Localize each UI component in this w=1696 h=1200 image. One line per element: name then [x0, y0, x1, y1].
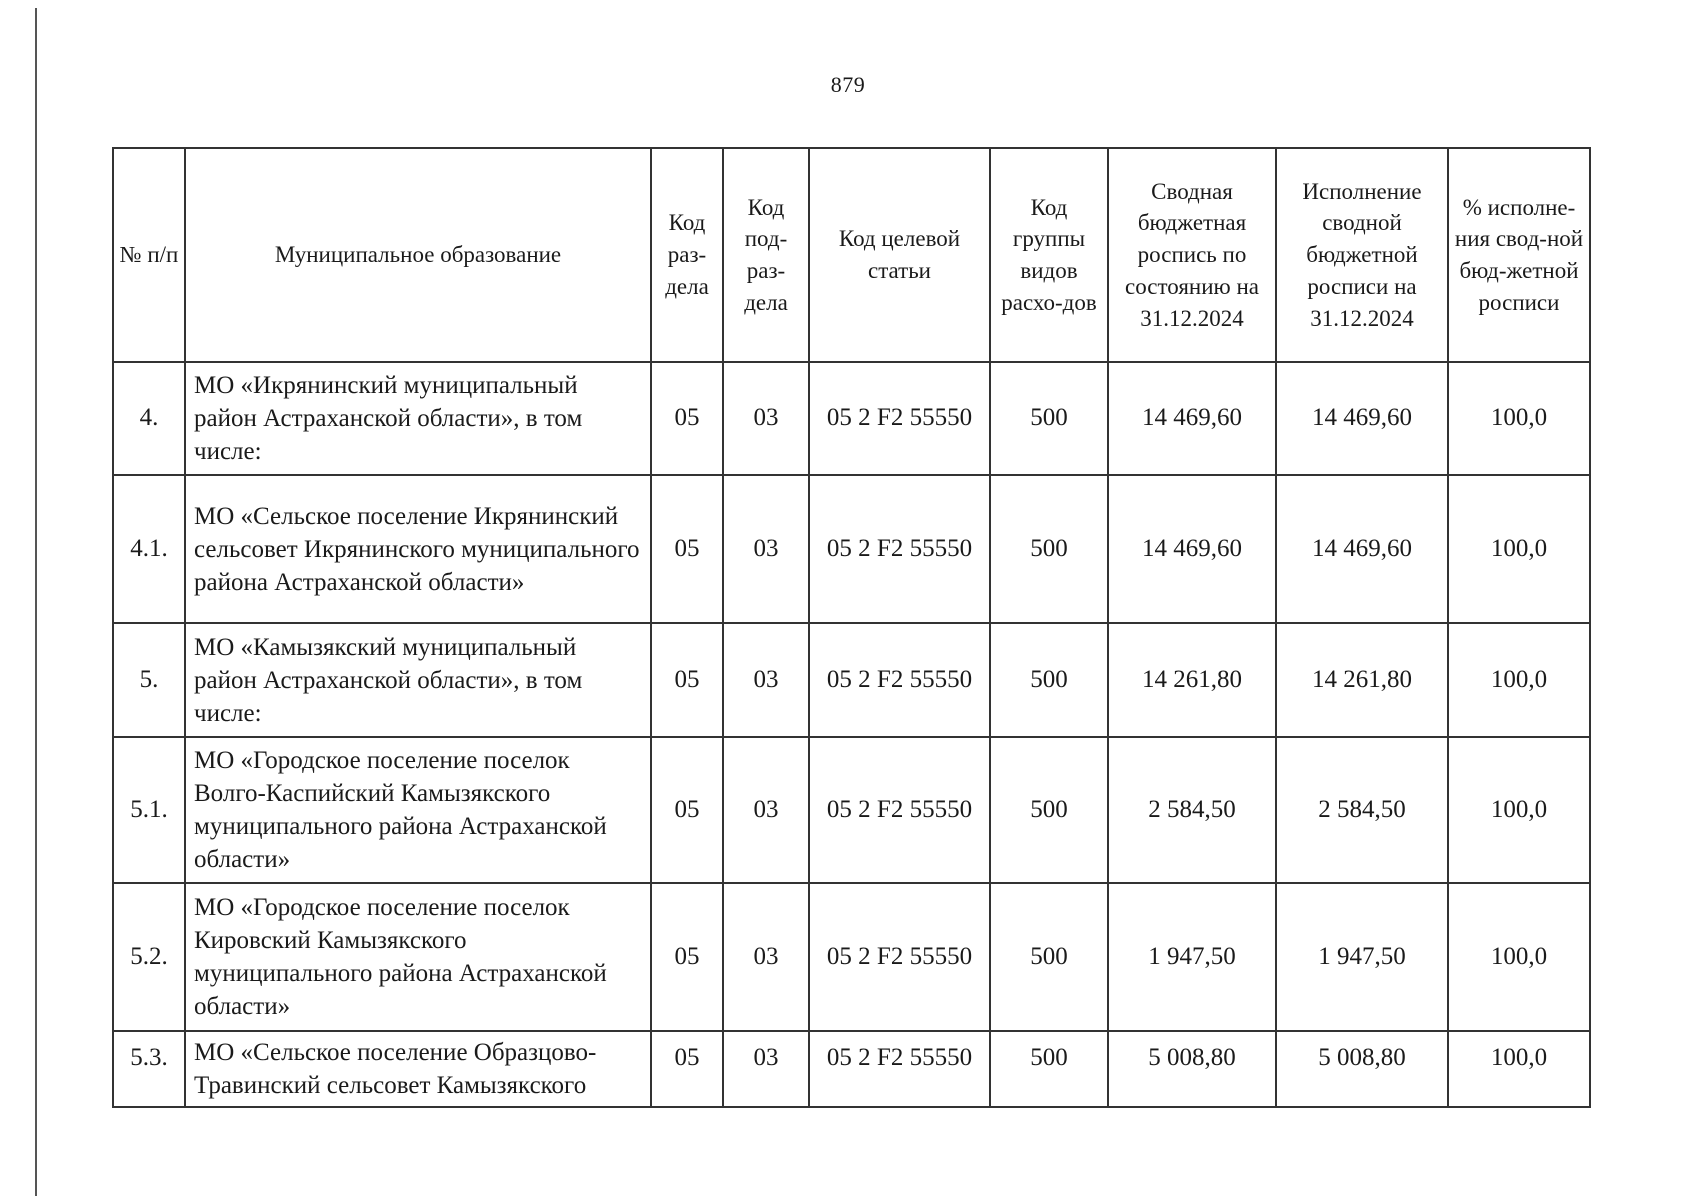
- cell-execution-percent: 100,0: [1448, 1031, 1590, 1107]
- cell-num: 5.3.: [113, 1031, 185, 1107]
- cell-municipality: МО «Городское поселение поселок Волго-Каспийский Камызякского муниципального района Астраханской области»: [185, 737, 651, 883]
- cell-budget-schedule: 2 584,50: [1108, 737, 1276, 883]
- cell-municipality: МО «Городское поселение поселок Кировский Камызякского муниципального района Астраханской области»: [185, 883, 651, 1031]
- cell-budget-schedule: 5 008,80: [1108, 1031, 1276, 1107]
- cell-budget-execution: 5 008,80: [1276, 1031, 1448, 1107]
- table-row: [113, 1031, 1590, 1107]
- cell-target-article-code: 05 2 F2 55550: [809, 1031, 990, 1107]
- cell-municipality: МО «Камызякский муниципальный район Астраханской области», в том числе:: [185, 623, 651, 737]
- cell-budget-execution: 14 261,80: [1276, 623, 1448, 737]
- cell-target-article-code: 05 2 F2 55550: [809, 737, 990, 883]
- cell-execution-percent: 100,0: [1448, 362, 1590, 475]
- cell-section-code: 05: [651, 623, 723, 737]
- page-number: 879: [830, 72, 866, 97]
- cell-num: 4.1.: [113, 475, 185, 623]
- cell-target-article-code: 05 2 F2 55550: [809, 883, 990, 1031]
- cell-section-code: 05: [651, 883, 723, 1031]
- header-target-article-code: Код целевой статьи: [809, 148, 990, 362]
- cell-target-article-code: 05 2 F2 55550: [809, 475, 990, 623]
- cell-num: 5.2.: [113, 883, 185, 1031]
- cell-target-article-code: 05 2 F2 55550: [809, 362, 990, 475]
- budget-execution-table: [112, 147, 1591, 1108]
- cell-budget-schedule: 14 469,60: [1108, 362, 1276, 475]
- cell-expense-group-code: 500: [990, 623, 1108, 737]
- cell-subsection-code: 03: [723, 475, 809, 623]
- cell-num: 5.1.: [113, 737, 185, 883]
- page-binding-line: [35, 8, 37, 1196]
- cell-municipality: МО «Икрянинский муниципальный район Астраханской области», в том числе:: [185, 362, 651, 475]
- cell-section-code: 05: [651, 362, 723, 475]
- cell-expense-group-code: 500: [990, 362, 1108, 475]
- cell-target-article-code: 05 2 F2 55550: [809, 623, 990, 737]
- header-municipality: Муниципальное образование: [185, 148, 651, 362]
- cell-subsection-code: 03: [723, 623, 809, 737]
- cell-budget-schedule: 14 261,80: [1108, 623, 1276, 737]
- header-subsection-code: Код под-раз-дела: [723, 148, 809, 362]
- cell-budget-schedule: 1 947,50: [1108, 883, 1276, 1031]
- header-num: № п/п: [113, 148, 185, 362]
- table-row: [113, 883, 1590, 1031]
- cell-expense-group-code: 500: [990, 883, 1108, 1031]
- cell-expense-group-code: 500: [990, 475, 1108, 623]
- table-row: [113, 623, 1590, 737]
- cell-budget-execution: 14 469,60: [1276, 475, 1448, 623]
- header-budget-schedule: Сводная бюджетная роспись по состоянию на 31.12.2024: [1108, 148, 1276, 362]
- table-row: [113, 362, 1590, 475]
- cell-execution-percent: 100,0: [1448, 475, 1590, 623]
- cell-execution-percent: 100,0: [1448, 623, 1590, 737]
- cell-expense-group-code: 500: [990, 737, 1108, 883]
- cell-budget-execution: 1 947,50: [1276, 883, 1448, 1031]
- header-expense-group-code: Код группы видов расхо-дов: [990, 148, 1108, 362]
- cell-municipality: МО «Сельское поселение Образцово-Травинский сельсовет Камызякского: [185, 1031, 651, 1107]
- header-section-code: Код раз-дела: [651, 148, 723, 362]
- table-header-row: [113, 148, 1590, 362]
- cell-budget-execution: 2 584,50: [1276, 737, 1448, 883]
- cell-section-code: 05: [651, 475, 723, 623]
- cell-section-code: 05: [651, 1031, 723, 1107]
- header-budget-execution: Исполнение сводной бюджетной росписи на 31.12.2024: [1276, 148, 1448, 362]
- cell-budget-schedule: 14 469,60: [1108, 475, 1276, 623]
- cell-subsection-code: 03: [723, 1031, 809, 1107]
- cell-subsection-code: 03: [723, 362, 809, 475]
- header-execution-percent: % исполне-ния свод-ной бюд-жетной росписи: [1448, 148, 1590, 362]
- cell-expense-group-code: 500: [990, 1031, 1108, 1107]
- cell-execution-percent: 100,0: [1448, 737, 1590, 883]
- table-row: [113, 475, 1590, 623]
- cell-subsection-code: 03: [723, 883, 809, 1031]
- cell-num: 5.: [113, 623, 185, 737]
- cell-budget-execution: 14 469,60: [1276, 362, 1448, 475]
- cell-subsection-code: 03: [723, 737, 809, 883]
- cell-num: 4.: [113, 362, 185, 475]
- table-row: [113, 737, 1590, 883]
- cell-execution-percent: 100,0: [1448, 883, 1590, 1031]
- cell-section-code: 05: [651, 737, 723, 883]
- cell-municipality: МО «Сельское поселение Икрянинский сельсовет Икрянинского муниципального района Астраханской области»: [185, 475, 651, 623]
